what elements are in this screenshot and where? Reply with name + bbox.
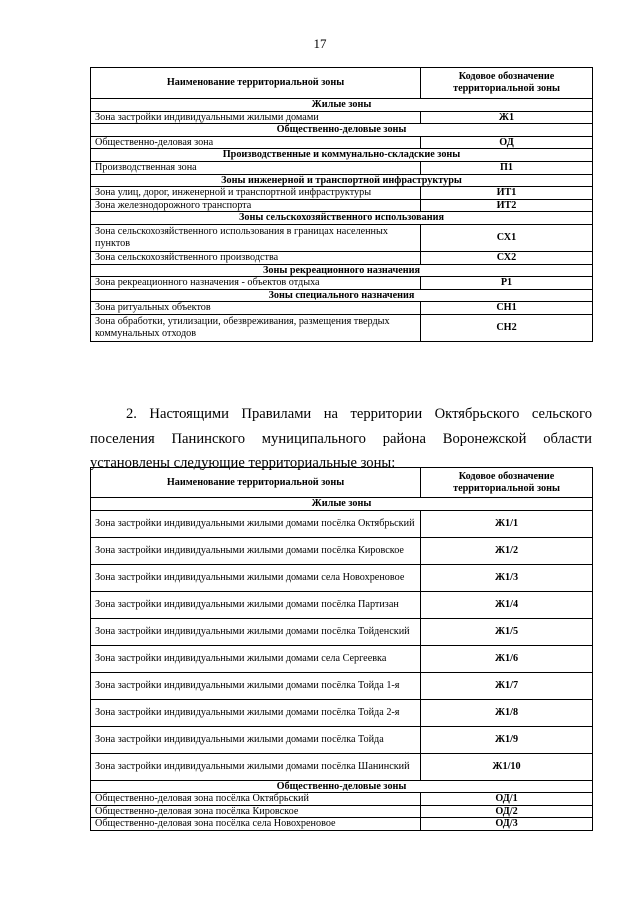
table-header-row [91,68,593,99]
zone-code-cell: СХ1 [421,224,593,251]
zone-code-cell: Ж1/9 [421,726,593,753]
zone-code-cell: Ж1 [421,111,593,124]
zone-name-cell: Зона рекреационного назначения - объектов отдыха [91,277,421,290]
table-row [91,187,593,200]
zone-code-cell: ОД/3 [421,818,593,831]
zone-code-cell: ИТ1 [421,187,593,200]
zone-code-cell: ОД/2 [421,805,593,818]
table-row [91,818,593,831]
table-row [91,591,593,618]
group-heading-row [91,99,593,112]
zone-name-cell: Зона застройки индивидуальными жилыми домами посёлка Партизан [91,591,421,618]
zone-group-heading: Зоны специального назначения [91,289,593,302]
table-row [91,161,593,174]
zone-code-cell: СН1 [421,302,593,315]
table-row [91,111,593,124]
table-row [91,699,593,726]
zone-group-heading: Жилые зоны [91,99,593,112]
body-paragraph [90,402,592,476]
header-zone-code: Кодовое обозначение территориальной зоны [421,68,593,99]
group-heading-row [91,174,593,187]
zone-code-cell: П1 [421,161,593,174]
zone-name-cell: Зона застройки индивидуальными жилыми домами посёлка Тойденский [91,618,421,645]
table-row [91,753,593,780]
zone-group-heading: Производственные и коммунально-складские зоны [91,149,593,162]
zone-group-heading: Жилые зоны [91,498,593,511]
zone-name-cell: Общественно-деловая зона посёлка села Новохреновое [91,818,421,831]
zone-name-cell: Зона застройки индивидуальными жилыми домами посёлка Тойда [91,726,421,753]
table-row [91,251,593,264]
zone-code-cell: ОД [421,136,593,149]
table-row [91,726,593,753]
zone-name-cell: Зона застройки индивидуальными жилыми домами посёлка Кировское [91,537,421,564]
table-row [91,672,593,699]
zone-name-cell: Общественно-деловая зона посёлка Октябрьский [91,793,421,806]
group-heading-row [91,498,593,511]
zone-name-cell: Зона железнодорожного транспорта [91,199,421,212]
page-number: 17 [313,36,327,51]
zone-name-cell: Зона застройки индивидуальными жилыми домами [91,111,421,124]
zone-code-cell: СН2 [421,314,593,341]
zone-name-cell: Зона обработки, утилизации, обезвреживания, размещения твердых коммунальных отходов [91,314,421,341]
zone-name-cell: Зона улиц, дорог, инженерной и транспортной инфраструктуры [91,187,421,200]
table-row [91,510,593,537]
zone-code-cell: Р1 [421,277,593,290]
zone-name-cell: Зона застройки индивидуальными жилыми домами посёлка Тойда 2-я [91,699,421,726]
zone-code-cell: Ж1/6 [421,645,593,672]
zone-code-cell: Ж1/4 [421,591,593,618]
table-row [91,277,593,290]
table-row [91,618,593,645]
table-row [91,805,593,818]
zone-code-cell: ОД/1 [421,793,593,806]
table-row [91,564,593,591]
table-row [91,314,593,341]
table-row [91,793,593,806]
group-heading-row [91,264,593,277]
group-heading-row [91,124,593,137]
group-heading-row [91,289,593,302]
group-heading-row [91,149,593,162]
zones-table-2 [90,467,593,831]
zone-name-cell: Зона застройки индивидуальными жилыми домами села Новохреновое [91,564,421,591]
header-zone-name: Наименование территориальной зоны [91,468,421,498]
zone-code-cell: Ж1/7 [421,672,593,699]
zone-group-heading: Зоны инженерной и транспортной инфраструктуры [91,174,593,187]
zone-name-cell: Зона застройки индивидуальными жилыми домами посёлка Тойда 1-я [91,672,421,699]
zones-table-1 [90,67,593,342]
zone-name-cell: Общественно-деловая зона [91,136,421,149]
zone-code-cell: Ж1/3 [421,564,593,591]
zone-name-cell: Общественно-деловая зона посёлка Кировское [91,805,421,818]
zone-group-heading: Зоны сельскохозяйственного использования [91,212,593,225]
header-zone-name: Наименование территориальной зоны [91,68,421,99]
zone-name-cell: Производственная зона [91,161,421,174]
zone-code-cell: Ж1/5 [421,618,593,645]
paragraph-text: 2. Настоящими Правилами на территории Октябрьского сельского поселения Панинского муниципального района Воронежской области установлены следующие территориальные зоны: [90,406,592,471]
table-header-row [91,468,593,498]
zone-code-cell: Ж1/8 [421,699,593,726]
table-row [91,537,593,564]
group-heading-row [91,212,593,225]
zone-code-cell: СХ2 [421,251,593,264]
zone-group-heading: Зоны рекреационного назначения [91,264,593,277]
zone-name-cell: Зона сельскохозяйственного производства [91,251,421,264]
zone-code-cell: Ж1/1 [421,510,593,537]
zone-group-heading: Общественно-деловые зоны [91,124,593,137]
zone-name-cell: Зона застройки индивидуальными жилыми домами посёлка Октябрьский [91,510,421,537]
zone-name-cell: Зона сельскохозяйственного использования в границах населенных пунктов [91,224,421,251]
zone-name-cell: Зона ритуальных объектов [91,302,421,315]
zone-group-heading: Общественно-деловые зоны [91,780,593,793]
zone-code-cell: Ж1/2 [421,537,593,564]
zone-name-cell: Зона застройки индивидуальными жилыми домами села Сергеевка [91,645,421,672]
zone-name-cell: Зона застройки индивидуальными жилыми домами посёлка Шанинский [91,753,421,780]
table-row [91,199,593,212]
zone-code-cell: Ж1/10 [421,753,593,780]
table-row [91,136,593,149]
group-heading-row [91,780,593,793]
zone-code-cell: ИТ2 [421,199,593,212]
table-row [91,224,593,251]
header-zone-code: Кодовое обозначение территориальной зоны [421,468,593,498]
table-row [91,645,593,672]
table-row [91,302,593,315]
